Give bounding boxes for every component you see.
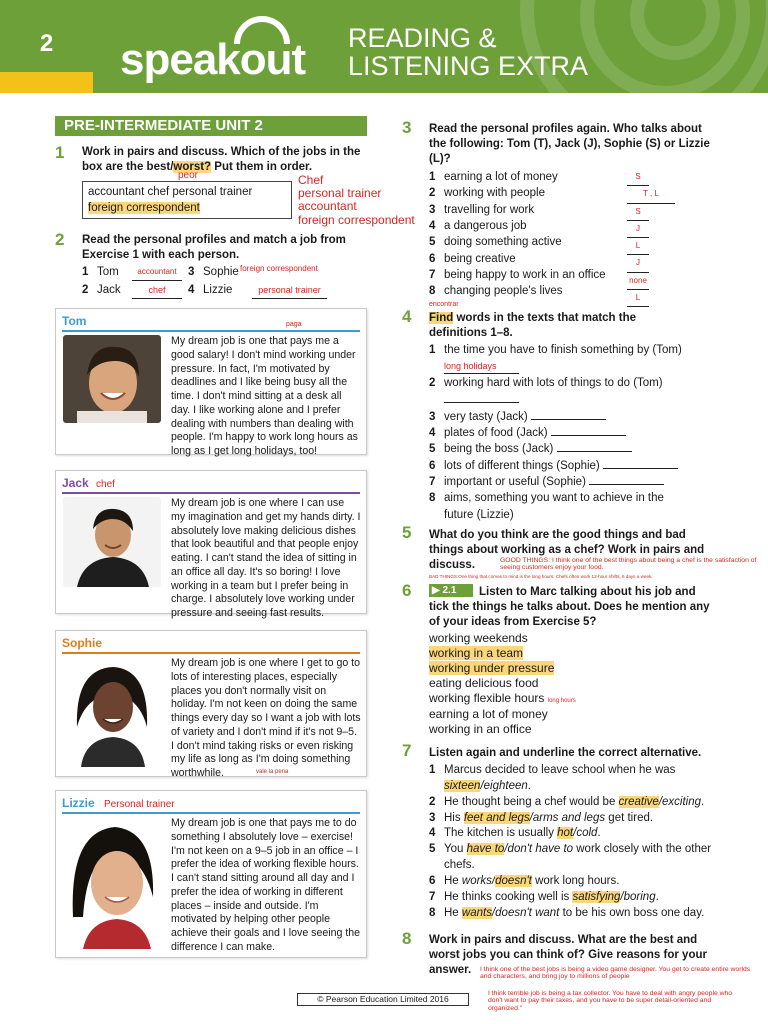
exercise-7-instruction: Listen again and underline the correct alternative. (429, 747, 702, 759)
answer-bad-things: BAD THINGS:One thing that comes to mind is the long hours. Chefs often work 12-hour shifts, 6 days a week. (429, 574, 653, 579)
list-item: 6 being creative (429, 252, 516, 265)
answer-field[interactable] (603, 468, 678, 469)
highlight-worst: worst? (173, 161, 212, 174)
list-item: 3 travelling for work (429, 203, 535, 216)
note-encontrar: encontrar (429, 301, 459, 308)
brand-logo: speakout (120, 35, 306, 84)
jobs-box-line1: accountant chef personal trainer (88, 186, 253, 198)
answer-jack[interactable]: chef (132, 282, 182, 299)
section-title-line2: LISTENING EXTRA (348, 51, 589, 82)
answer-field[interactable] (557, 451, 632, 452)
unit-number-stripe (0, 72, 93, 93)
list-item: 8 changing people's lives (429, 285, 563, 298)
profile-name: Tom (62, 314, 87, 328)
unit-number: 2 (39, 30, 54, 57)
photo-tom (63, 335, 161, 423)
answer-4: foreign correspondent (298, 212, 415, 227)
copyright-footer: © Pearson Education Limited 2016 (297, 993, 469, 1006)
answer-field[interactable]: long holidays (444, 360, 519, 374)
list-item: 4 plates of food (Jack) (429, 425, 729, 441)
profile-card-sophie (55, 630, 367, 780)
highlight-find: Find (429, 312, 454, 324)
list-item: 4 a dangerous job (429, 219, 527, 232)
unit-title: PRE-INTERMEDIATE UNIT 2 (55, 116, 367, 136)
profile-name: Jack chef (62, 476, 115, 490)
answer-field[interactable]: J (627, 255, 649, 272)
answer-field[interactable]: T , L (627, 186, 675, 203)
answer-field[interactable] (531, 419, 606, 420)
answer-good-things: GOOD THINGS: I think one of the best things about being a chef is the satisfaction of seeing customers enjoy your food. (500, 557, 757, 572)
divider (62, 812, 360, 814)
exercise-7-list (429, 763, 719, 922)
list-item: 5 doing something active (429, 236, 562, 249)
list-item: 2 He thought being a chef would be creative/exciting. (429, 795, 705, 808)
profile-name: Lizzie Personal trainer (62, 796, 175, 810)
list-item: 8 aims, something you want to achieve in the future (Lizzie) (429, 492, 664, 521)
list-item: 6 He works/doesn't work long hours. (429, 875, 620, 888)
answer-best-job: I think one of the best jobs is being a video game designer. You get to create entire worlds and characters, and bring joy to millions of people (480, 966, 751, 981)
answer-3: accountant (298, 199, 357, 214)
answer-field[interactable] (444, 402, 519, 403)
section-title (348, 24, 588, 80)
answer-field[interactable] (551, 435, 626, 436)
photo-lizzie (63, 817, 161, 949)
list-item: 1 the time you have to finish something by (Tom) (429, 344, 682, 356)
divider (62, 652, 360, 654)
exercise-4-list (429, 342, 729, 523)
answer-field[interactable]: L (627, 290, 649, 307)
divider (62, 492, 360, 494)
answer-field[interactable]: L (627, 238, 649, 255)
section-title-line1: READING & (348, 23, 497, 53)
answer-field[interactable] (589, 484, 664, 485)
exercise-8-instruction: Work in pairs and discuss. What are the best and worst jobs you can think of? Give reasons for your answer. (429, 934, 707, 977)
profile-card-lizzie (55, 790, 367, 958)
exercise-1-answers (298, 174, 415, 227)
list-item: 1 Marcus decided to leave school when he was sixteen/eighteen. (429, 764, 676, 792)
answer-sophie[interactable]: foreign correspondent (240, 264, 318, 273)
exercise-6-instruction: Listen to Marc talking about his job and tick the things he talks about. Does he mention any of your ideas from Exercise 5? (429, 586, 710, 629)
note-long-hours: long hours (547, 698, 576, 705)
play-icon: ▶ (432, 585, 440, 596)
list-item[interactable]: working in an office (429, 721, 532, 736)
list-item: 7 important or useful (Sophie) (429, 474, 729, 490)
list-item: 6 lots of different things (Sophie) (429, 458, 729, 474)
list-item: 4 The kitchen is usually hot/cold. (429, 827, 601, 840)
note-personal-trainer: Personal trainer (104, 799, 175, 810)
exercise-6-number: 6 (402, 581, 412, 600)
list-item[interactable]: working in a team (429, 646, 524, 661)
profile-name: Sophie (62, 636, 103, 650)
answer-field[interactable]: S (627, 169, 649, 186)
exercise-5-instruction: What do you think are the good things and bad things about working as a chef? Work in pairs and discuss. (429, 529, 705, 572)
exercise-8-number: 8 (402, 929, 412, 948)
answer-lizzie[interactable]: personal trainer (252, 282, 327, 299)
list-item: 3 very tasty (Jack) (429, 409, 729, 425)
audio-track-badge[interactable]: ▶ 2.1 (429, 584, 473, 597)
profile-card-tom (55, 308, 367, 458)
exercise-4-number: 4 (402, 307, 412, 326)
list-item: 2 working with people (429, 187, 546, 200)
answer-field[interactable]: S (627, 204, 649, 221)
list-item: 7 He thinks cooking well is satisfying/boring. (429, 890, 659, 903)
profile-card-jack (55, 470, 367, 620)
exercise-5-number: 5 (402, 523, 412, 542)
list-item[interactable]: eating delicious food (429, 676, 539, 691)
list-item: 8 He wants/doesn't want to be his own boss one day. (429, 906, 705, 919)
answer-2: personal trainer (298, 186, 382, 201)
list-item[interactable]: working under pressure (429, 661, 555, 676)
answer-field[interactable]: J (627, 221, 649, 238)
list-item: 5 being the boss (Jack) (429, 441, 729, 457)
exercise-2-number: 2 (55, 230, 65, 249)
list-item: 5 You have to/don't have to work closely with the other chefs. (429, 843, 712, 872)
profile-text-sophie: My dream job is one where I get to go to lots of interesting places, especially places you don't normally visit on holiday. I'm not keen on doing the same things every day so I want a job with lots of variety and I don't mind if it's not 9–5. I don't mind taking risks or even risking my life as long as I'm doing something worthwhile. (171, 657, 361, 780)
exercise-3-answers (627, 169, 687, 307)
exercise-1-instruction: Work in pairs and discuss. Which of the jobs in the box are the best/worst? Put them in order. (82, 146, 361, 174)
exercise-2-list: 1 Tom accountant 3 Sophie foreign correspondent 2 Jack chef 4 Lizzie personal trainer (82, 264, 382, 300)
jobs-box (82, 181, 292, 219)
profile-text-lizzie: My dream job is one that pays me to do something I absolutely love – exercise! I'm not keen on a 9–5 job in an office – I prefer the idea of working flexible hours. I can't stand sitting around all day and I prefer the idea of working in different places – inside and outside. I'm motivated by helping other people achieve their goals and I love seeing the difference I can make. (171, 817, 361, 953)
list-item: 1 earning a lot of money (429, 171, 558, 183)
note-chef: chef (96, 479, 115, 490)
note-vale-la-pena: vale la pena (256, 769, 289, 775)
exercise-7-number: 7 (402, 741, 412, 760)
photo-sophie (63, 657, 161, 767)
divider (62, 330, 360, 332)
exercise-3-instruction: Read the personal profiles again. Who talks about the following: Tom (T), Jack (J), Sophie (S) or Lizzie (L)? (429, 123, 710, 166)
exercise-6-list (429, 631, 679, 737)
jobs-box-line2: foreign correspondent (88, 202, 200, 215)
list-item[interactable]: working flexible hours long hours (429, 691, 576, 706)
list-item[interactable]: working weekends (429, 631, 528, 645)
answer-1: Chef (298, 173, 324, 187)
exercise-2-instruction: Read the personal profiles and match a job from Exercise 1 with each person. (82, 234, 346, 262)
list-item: 2 working hard with lots of things to do (Tom) (429, 377, 663, 390)
profile-text-jack: My dream job is one where I can use my imagination and get my hands dirty. I absolutely love making delicious dishes that look beautiful and that people enjoy eating. I can't stand the idea of sitting in an office all day. It's so boring! I love working in a team but I prefer being in charge. I absolutely love working under pressure and seeing fast results. (171, 497, 361, 620)
answer-tom[interactable]: accountant (132, 264, 182, 281)
exercise-3-number: 3 (402, 118, 412, 137)
exercise-4-instruction: Find words in the texts that match the definitions 1–8. (429, 312, 637, 340)
list-item[interactable]: earning a lot of money (429, 706, 548, 721)
exercise-1-number: 1 (55, 143, 65, 162)
list-item: 3 His feet and legs/arms and legs get tired. (429, 811, 654, 824)
list-item: 7 being happy to work in an office (429, 268, 606, 281)
answer-worst-job: I think terrible job is being a tax collector. You have to deal with angry people who don't want to pay their taxes, and you have to be super detail-oriented and organized." (488, 990, 733, 1012)
note-paga: paga (286, 321, 302, 328)
answer-field[interactable]: none (627, 273, 649, 290)
note-peor: peor (178, 170, 199, 181)
photo-jack (63, 497, 161, 587)
profile-text-tom: My dream job is one that pays me a good salary! I don't mind working under pressure. In fact, I'm motivated by deadlines and I like being busy all the time. I don't mind sitting at a desk all day. I like working alone and I prefer dealing with numbers than dealing with people. I'm happy to work long hours as long as I get long holidays, too! (171, 335, 358, 458)
